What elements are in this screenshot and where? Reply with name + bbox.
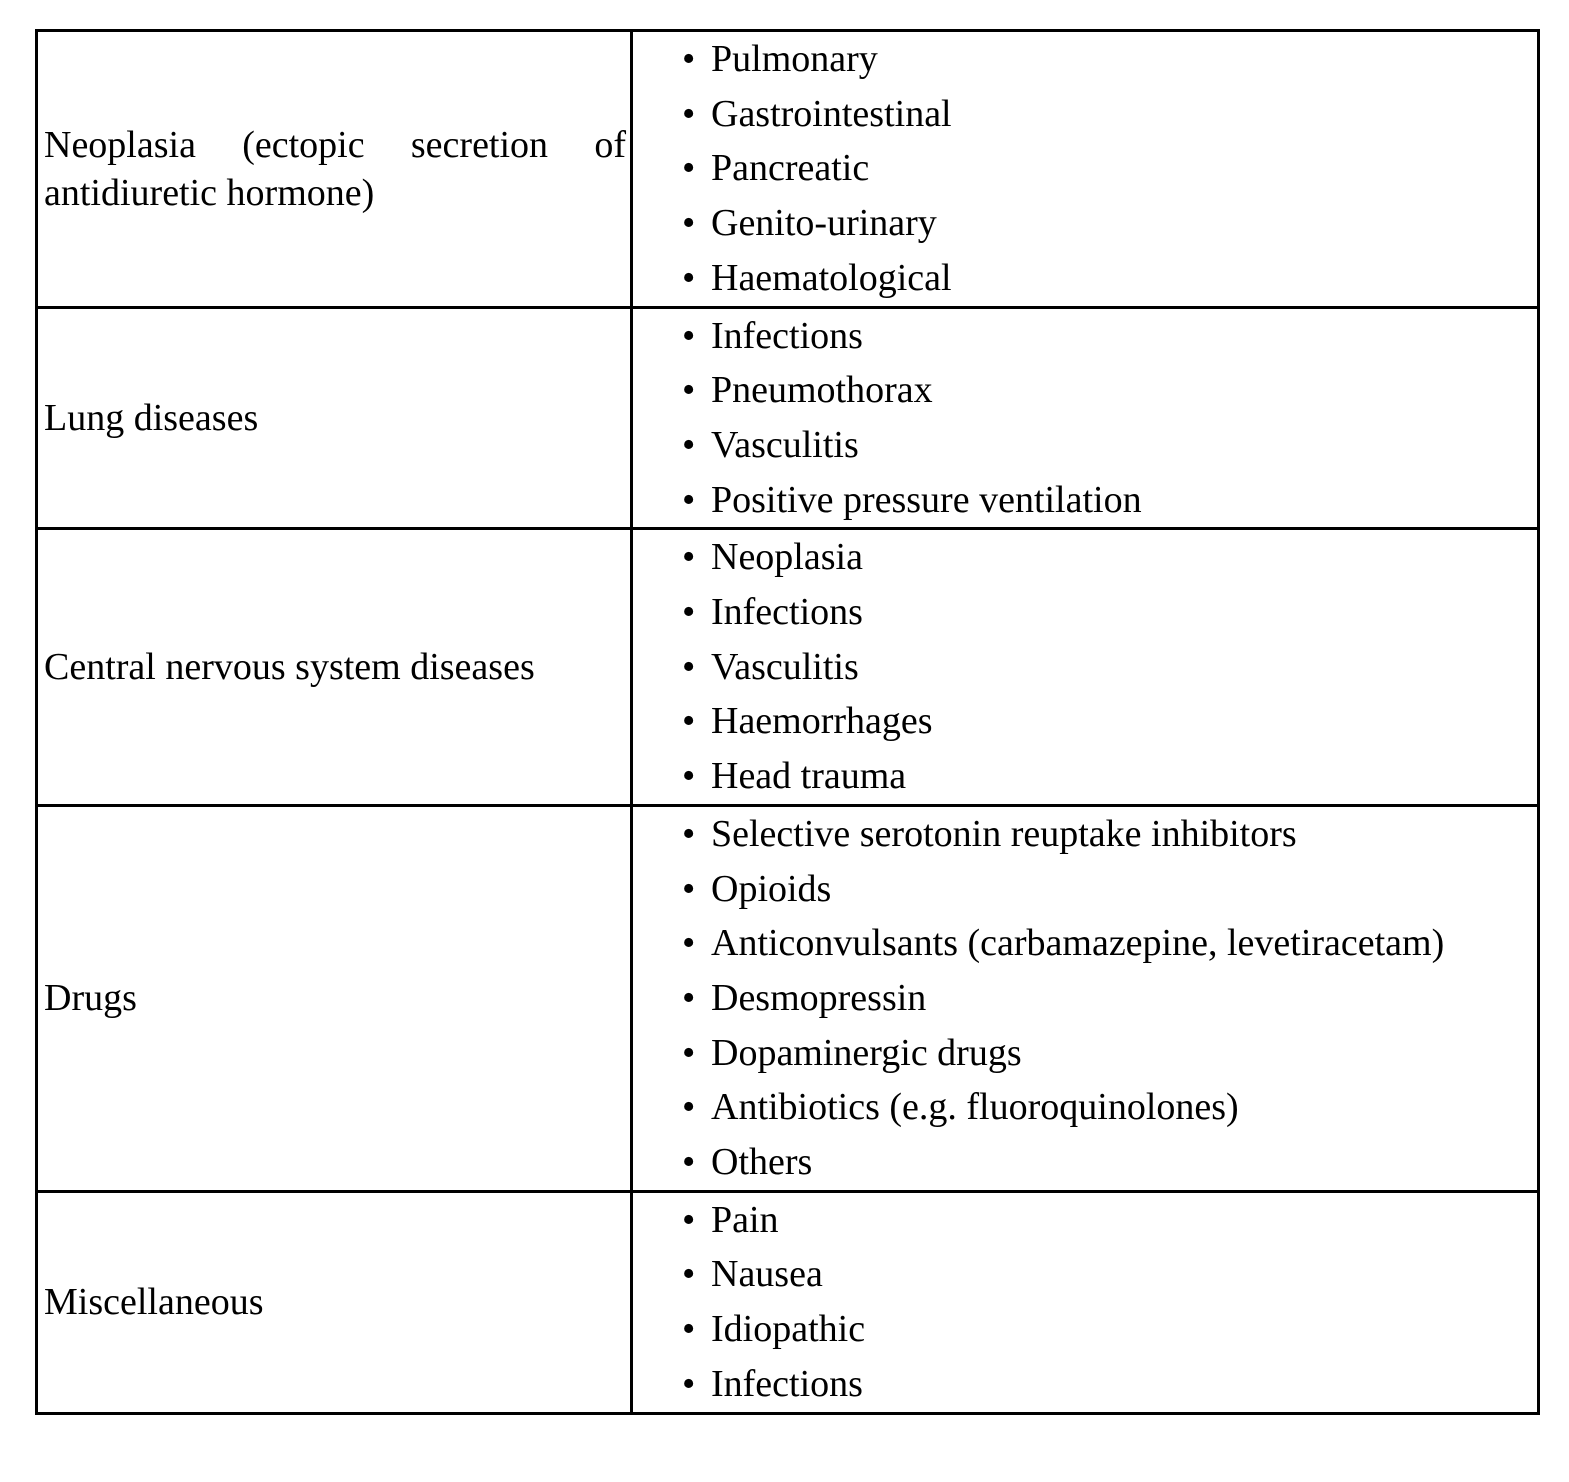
items-cell — [632, 307, 1539, 529]
list-item: • Dopaminergic drugs — [711, 1026, 1537, 1081]
category-label: Lung diseases — [44, 396, 259, 439]
bullet-list — [633, 1193, 1537, 1412]
causes-table — [35, 29, 1540, 1415]
list-item: • Haematological — [711, 251, 1537, 306]
category-label: Miscellaneous — [44, 1281, 264, 1324]
list-item: • Nausea — [711, 1247, 1537, 1302]
category-cell — [37, 307, 632, 529]
list-item: • Infections — [711, 585, 1537, 640]
items-cell — [632, 1191, 1539, 1413]
list-item: • Others — [711, 1135, 1537, 1190]
list-item: • Idiopathic — [711, 1302, 1537, 1357]
bullet-list — [633, 807, 1537, 1190]
category-label: Central nervous system diseases — [44, 646, 535, 689]
list-item: • Head trauma — [711, 749, 1537, 804]
table-row — [37, 1191, 1539, 1413]
list-item: • Gastrointestinal — [711, 87, 1537, 142]
bullet-list — [633, 530, 1537, 804]
list-item: • Selective serotonin reuptake inhibitors — [711, 807, 1537, 862]
items-cell — [632, 529, 1539, 806]
category-label: Drugs — [44, 977, 137, 1020]
list-item: • Pancreatic — [711, 141, 1537, 196]
category-cell — [37, 1191, 632, 1413]
list-item: • Genito-urinary — [711, 196, 1537, 251]
list-item: • Antibiotics (e.g. fluoroquinolones) — [711, 1080, 1537, 1135]
list-item: • Infections — [711, 1357, 1537, 1412]
list-item: • Haemorrhages — [711, 694, 1537, 749]
list-item: • Positive pressure ventilation — [711, 473, 1537, 528]
list-item: • Infections — [711, 309, 1537, 364]
category-cell — [37, 805, 632, 1191]
items-cell — [632, 31, 1539, 308]
table-row — [37, 805, 1539, 1191]
table-row — [37, 529, 1539, 806]
list-item: • Pulmonary — [711, 32, 1537, 87]
list-item: • Anticonvulsants (carbamazepine, levetiracetam) — [711, 916, 1537, 971]
category-cell — [37, 529, 632, 806]
list-item: • Neoplasia — [711, 530, 1537, 585]
category-cell — [37, 31, 632, 308]
bullet-list — [633, 32, 1537, 306]
list-item: • Desmopressin — [711, 971, 1537, 1026]
list-item: • Pneumothorax — [711, 363, 1537, 418]
list-item: • Pain — [711, 1193, 1537, 1248]
list-item: • Opioids — [711, 862, 1537, 917]
bullet-list — [633, 309, 1537, 528]
category-label: Neoplasia (ectopic secretion of antidiuretic hormone) — [44, 123, 626, 214]
list-item: • Vasculitis — [711, 640, 1537, 695]
list-item: • Vasculitis — [711, 418, 1537, 473]
table-row — [37, 31, 1539, 308]
items-cell — [632, 805, 1539, 1191]
table-row — [37, 307, 1539, 529]
